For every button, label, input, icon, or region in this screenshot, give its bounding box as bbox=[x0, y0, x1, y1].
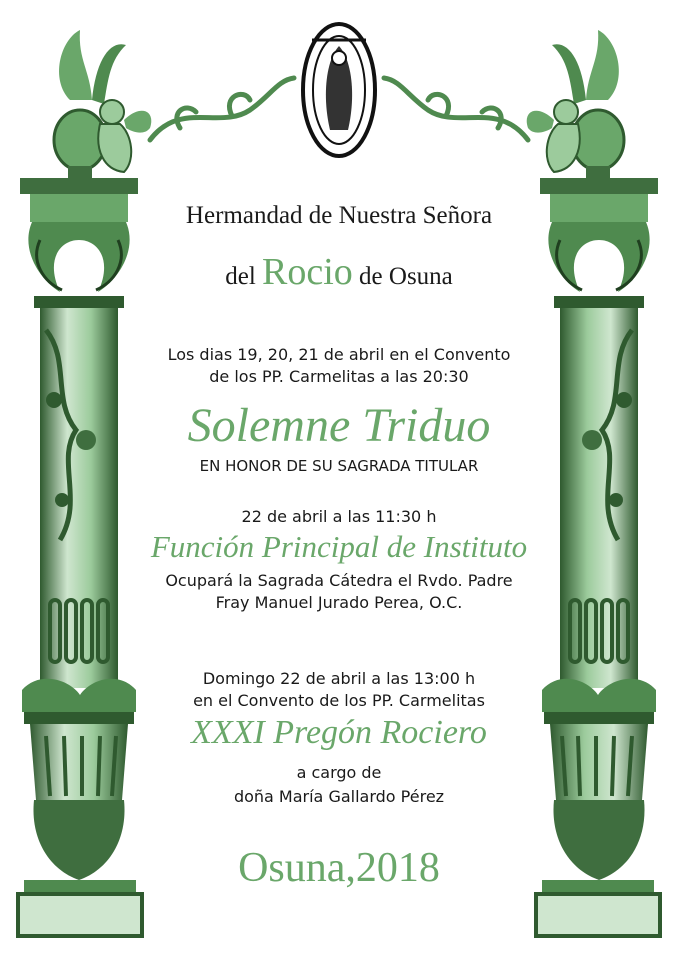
header-line-2-pre: del bbox=[225, 263, 256, 290]
pregon-title: XXXI Pregón Rociero bbox=[191, 714, 487, 751]
brotherhood-crest-icon bbox=[303, 24, 375, 156]
header-brotherhood-name: Rocio bbox=[262, 251, 353, 293]
right-cherub-icon bbox=[527, 100, 580, 172]
triduo-line-2: de los PP. Carmelitas a las 20:30 bbox=[209, 367, 469, 386]
pregon-line-2: en el Convento de los PP. Carmelitas bbox=[193, 691, 485, 710]
header-line-2 bbox=[0, 250, 678, 294]
header-line-2-post: de Osuna bbox=[359, 263, 453, 290]
triduo-subtitle: EN HONOR DE SU SAGRADA TITULAR bbox=[199, 457, 479, 475]
pregon-line-3: a cargo de bbox=[296, 763, 382, 782]
funcion-line-1: Ocupará la Sagrada Cátedra el Rvdo. Padre bbox=[165, 571, 513, 590]
triduo-line-1: Los dias 19, 20, 21 de abril en el Convento bbox=[167, 345, 511, 364]
pregon-line-1: Domingo 22 de abril a las 13:00 h bbox=[202, 669, 476, 688]
funcion-line-2: Fray Manuel Jurado Perea, O.C. bbox=[215, 593, 463, 612]
footer-place-year: Osuna,2018 bbox=[238, 845, 440, 891]
left-cherub-icon bbox=[98, 100, 151, 172]
pregon-line-4: doña María Gallardo Pérez bbox=[233, 787, 445, 806]
funcion-date: 22 de abril a las 11:30 h bbox=[241, 507, 437, 526]
header-line-1: Hermandad de Nuestra Señora bbox=[185, 202, 493, 229]
triduo-title: Solemne Triduo bbox=[187, 399, 491, 452]
funcion-title: Función Principal de Instituto bbox=[150, 529, 528, 564]
